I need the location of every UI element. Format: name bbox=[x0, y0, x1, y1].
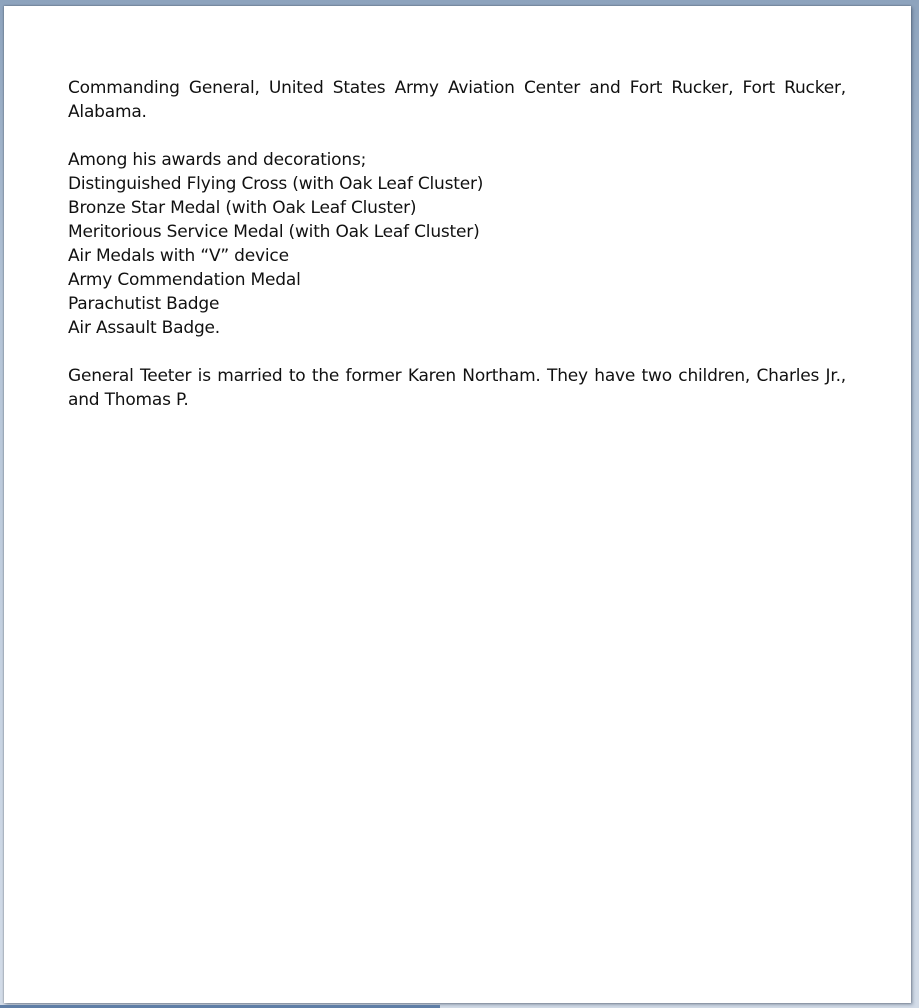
intro-paragraph: Commanding General, United States Army Aviation Center and Fort Rucker, Fort Rucker, Alabama. bbox=[68, 78, 846, 122]
award-item: Air Assault Badge. bbox=[68, 318, 220, 338]
award-item: Army Commendation Medal bbox=[68, 270, 301, 290]
awards-heading: Among his awards and decorations; bbox=[68, 150, 367, 170]
document-page bbox=[4, 6, 911, 1003]
family-paragraph: General Teeter is married to the former Karen Northam. They have two children, Charles Jr., and Thomas P. bbox=[68, 366, 846, 410]
awards-list bbox=[68, 172, 846, 340]
paragraph-spacer bbox=[68, 340, 846, 364]
award-item: Parachutist Badge bbox=[68, 294, 220, 314]
award-item: Bronze Star Medal (with Oak Leaf Cluster) bbox=[68, 198, 417, 218]
document-body bbox=[68, 76, 846, 412]
award-item: Distinguished Flying Cross (with Oak Leaf Cluster) bbox=[68, 174, 484, 194]
award-item: Air Medals with “V” device bbox=[68, 246, 289, 266]
award-item: Meritorious Service Medal (with Oak Leaf Cluster) bbox=[68, 222, 480, 242]
paragraph-spacer bbox=[68, 124, 846, 148]
